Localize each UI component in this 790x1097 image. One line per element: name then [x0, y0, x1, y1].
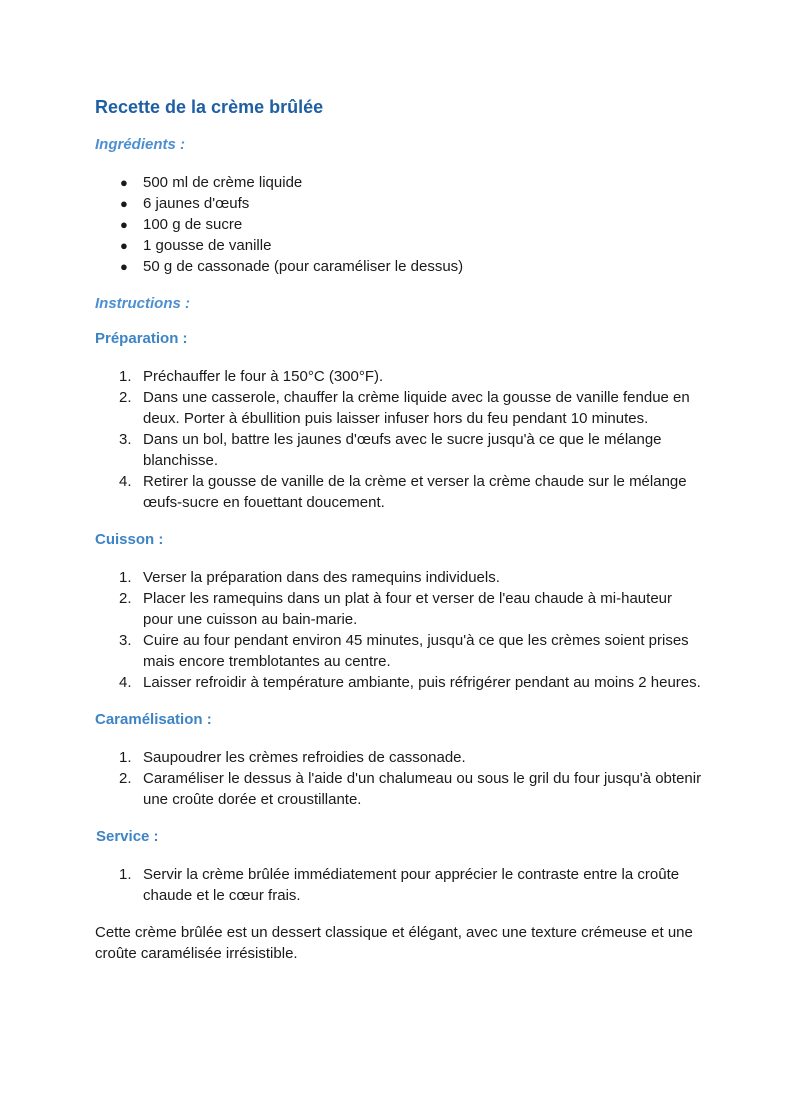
- step-text: Placer les ramequins dans un plat à four et verser de l'eau chaude à mi-hauteur pour une cuisson au bain-marie.: [143, 590, 672, 628]
- ingredient-text: 6 jaunes d'œufs: [143, 195, 250, 212]
- ingredient-text: 1 gousse de vanille: [143, 237, 272, 254]
- step-text: Dans un bol, battre les jaunes d'œufs avec le sucre jusqu'à ce que le mélange blanchisse.: [143, 431, 662, 469]
- list-item: [95, 235, 705, 256]
- caramelisation-steps: [95, 747, 705, 810]
- instructions-heading: Instructions :: [95, 295, 191, 312]
- ingredients-heading: Ingrédients :: [95, 136, 186, 153]
- step-text: Cuire au four pendant environ 45 minutes, jusqu'à ce que les crèmes soient prises mais encore tremblotantes au centre.: [143, 632, 689, 670]
- list-item: 4. Laisser refroidir à température ambiante, puis réfrigérer pendant au moins 2 heures.: [119, 674, 701, 691]
- preparation-steps: [95, 366, 705, 513]
- list-item: 1. Préchauffer le four à 150°C (300°F).: [119, 368, 384, 385]
- recipe-document: [95, 94, 705, 964]
- list-item: 1. Verser la préparation dans des ramequins individuels.: [119, 569, 500, 586]
- list-item: 1. Saupoudrer les crèmes refroidies de cassonade.: [119, 749, 466, 766]
- list-item: [95, 172, 705, 193]
- list-item: [95, 193, 705, 214]
- cuisson-heading: Cuisson :: [95, 531, 164, 548]
- ingredients-list: [95, 172, 705, 277]
- step-text: Préchauffer le four à 150°C (300°F).: [143, 368, 384, 385]
- list-item: 2. Placer les ramequins dans un plat à four et verser de l'eau chaude à mi-hauteur pour une cuisson au bain-marie.: [119, 590, 672, 628]
- closing-paragraph: Cette crème brûlée est un dessert classique et élégant, avec une texture crémeuse et une croûte caramélisée irrésistible.: [95, 924, 693, 962]
- step-text: Laisser refroidir à température ambiante, puis réfrigérer pendant au moins 2 heures.: [143, 674, 701, 691]
- bullet-icon: ●: [120, 196, 128, 211]
- list-item: 4. Retirer la gousse de vanille de la crème et verser la crème chaude sur le mélange œufs-sucre en fouettant doucement.: [119, 473, 687, 511]
- service-heading: Service :: [96, 828, 159, 845]
- step-text: Servir la crème brûlée immédiatement pour apprécier le contraste entre la croûte chaude et le cœur frais.: [143, 866, 680, 904]
- list-item: 1. Servir la crème brûlée immédiatement pour apprécier le contraste entre la croûte chaude et le cœur frais.: [119, 866, 680, 904]
- bullet-icon: ●: [120, 175, 128, 190]
- list-item: [95, 256, 705, 277]
- caramelisation-heading: Caramélisation :: [95, 711, 212, 728]
- cuisson-steps: [95, 567, 705, 693]
- list-item: 3. Cuire au four pendant environ 45 minutes, jusqu'à ce que les crèmes soient prises mais encore tremblotantes au centre.: [119, 632, 689, 670]
- list-item: 2. Caraméliser le dessus à l'aide d'un chalumeau ou sous le gril du four jusqu'à obtenir une croûte dorée et croustillante.: [119, 770, 702, 808]
- bullet-icon: ●: [120, 259, 128, 274]
- list-item: 2. Dans une casserole, chauffer la crème liquide avec la gousse de vanille fendue en deux. Porter à ébullition puis laisser infuser hors du feu pendant 10 minutes.: [119, 389, 690, 427]
- ingredient-text: 50 g de cassonade (pour caraméliser le dessus): [143, 258, 464, 275]
- preparation-heading: Préparation :: [95, 330, 188, 347]
- page-title: Recette de la crème brûlée: [95, 97, 324, 117]
- ingredient-text: 500 ml de crème liquide: [143, 174, 303, 191]
- bullet-icon: ●: [120, 217, 128, 232]
- step-text: Verser la préparation dans des ramequins individuels.: [143, 569, 500, 586]
- step-text: Saupoudrer les crèmes refroidies de cassonade.: [143, 749, 466, 766]
- step-text: Dans une casserole, chauffer la crème liquide avec la gousse de vanille fendue en deux. Porter à ébullition puis laisser infuser hors du feu pendant 10 minutes.: [143, 389, 690, 427]
- bullet-icon: ●: [120, 238, 128, 253]
- step-text: Caraméliser le dessus à l'aide d'un chalumeau ou sous le gril du four jusqu'à obtenir une croûte dorée et croustillante.: [143, 770, 702, 808]
- list-item: [95, 214, 705, 235]
- service-steps: [95, 864, 705, 906]
- list-item: 3. Dans un bol, battre les jaunes d'œufs avec le sucre jusqu'à ce que le mélange blanchisse.: [119, 431, 662, 469]
- ingredient-text: 100 g de sucre: [143, 216, 243, 233]
- step-text: Retirer la gousse de vanille de la crème et verser la crème chaude sur le mélange œufs-sucre en fouettant doucement.: [143, 473, 687, 511]
